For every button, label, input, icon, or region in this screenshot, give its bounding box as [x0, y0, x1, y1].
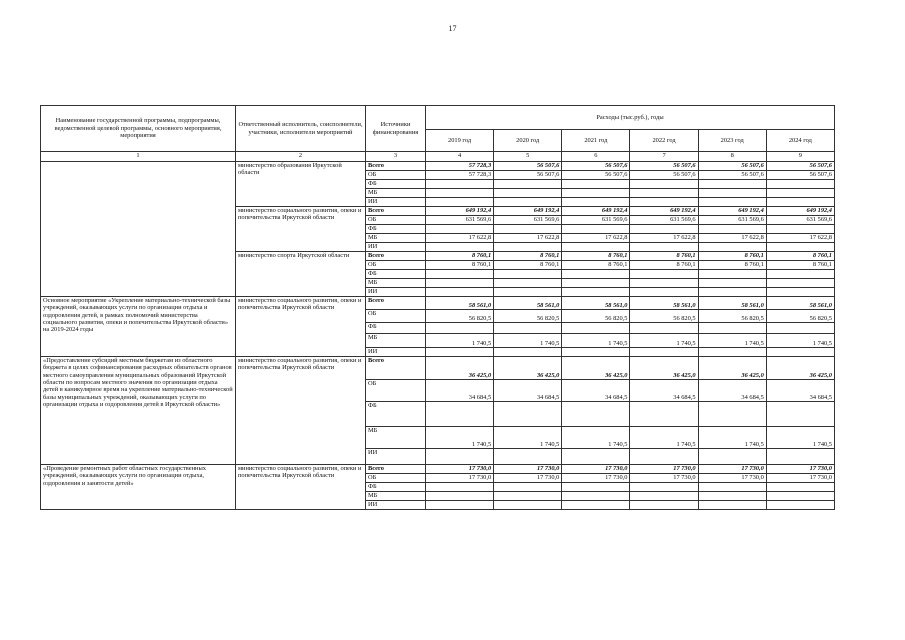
source-mb: МБ	[366, 279, 426, 288]
value-cell: 17 622,8	[698, 234, 766, 243]
source-mb: МБ	[366, 334, 426, 348]
source-ii: ИИ	[366, 198, 426, 207]
source-ob: ОБ	[366, 474, 426, 483]
source-total: Всего	[366, 357, 426, 380]
value-cell: 58 561,0	[426, 297, 494, 310]
event-name-cell: «Проведение ремонтных работ областных государственных учреждений, оказывающих услуги по организации отдыха, оздоровления и занятости детей»	[41, 465, 236, 510]
value-cell: 57 728,3	[426, 171, 494, 180]
value-cell: 34 684,5	[426, 380, 494, 402]
value-cell: 631 569,6	[766, 216, 834, 225]
value-cell: 8 760,1	[562, 261, 630, 270]
source-fb: ФБ	[366, 225, 426, 234]
value-cell: 17 730,0	[630, 474, 698, 483]
value-cell: 1 740,5	[630, 334, 698, 348]
value-cell: 8 760,1	[494, 252, 562, 261]
value-cell: 8 760,1	[698, 252, 766, 261]
source-mb: МБ	[366, 189, 426, 198]
value-cell: 36 425,0	[562, 357, 630, 380]
value-cell: 57 728,3	[426, 162, 494, 171]
source-mb: МБ	[366, 427, 426, 449]
value-cell: 1 740,5	[426, 427, 494, 449]
expenses-table	[40, 105, 835, 510]
source-fb: ФБ	[366, 323, 426, 334]
column-number: 1	[41, 152, 236, 162]
value-cell: 36 425,0	[698, 357, 766, 380]
value-cell: 56 507,6	[562, 171, 630, 180]
table-row	[41, 162, 835, 171]
value-cell: 17 622,8	[562, 234, 630, 243]
value-cell: 1 740,5	[630, 427, 698, 449]
value-cell: 56 507,6	[630, 171, 698, 180]
value-cell: 56 507,6	[494, 162, 562, 171]
source-ii: ИИ	[366, 288, 426, 297]
table-row	[41, 357, 835, 380]
value-cell: 34 684,5	[630, 380, 698, 402]
source-ob: ОБ	[366, 310, 426, 323]
source-total: Всего	[366, 252, 426, 261]
value-cell: 34 684,5	[766, 380, 834, 402]
value-cell: 1 740,5	[426, 334, 494, 348]
executor-cell: министерство спорта Иркутской области	[236, 252, 366, 297]
source-total: Всего	[366, 207, 426, 216]
header-executor: Ответственный исполнитель, соисполнители, участники, исполнители мероприятий	[236, 106, 366, 152]
header-expenses: Расходы (тыс.руб.), годы	[426, 106, 835, 130]
source-ob: ОБ	[366, 380, 426, 402]
value-cell: 17 622,8	[766, 234, 834, 243]
header-program-name: Наименование государственной программы, подпрограммы, ведомственной целевой программы, основного мероприятия, мероприятия	[41, 106, 236, 152]
program-name-cell	[41, 162, 236, 297]
source-fb: ФБ	[366, 180, 426, 189]
source-fb: ФБ	[366, 483, 426, 492]
value-cell: 34 684,5	[494, 380, 562, 402]
value-cell: 649 192,4	[494, 207, 562, 216]
value-cell: 36 425,0	[494, 357, 562, 380]
header-year: 2024 год	[766, 130, 834, 152]
value-cell: 649 192,4	[426, 207, 494, 216]
value-cell: 56 820,5	[562, 310, 630, 323]
value-cell: 17 622,8	[630, 234, 698, 243]
value-cell: 8 760,1	[562, 252, 630, 261]
value-cell: 17 730,0	[494, 465, 562, 474]
value-cell: 17 730,0	[698, 474, 766, 483]
column-number: 2	[236, 152, 366, 162]
column-number: 4	[426, 152, 494, 162]
value-cell: 17 730,0	[426, 474, 494, 483]
event-name-cell: Основное мероприятие «Укрепление материально-технической базы учреждений, оказывающих услуги по организации отдыха и оздоровления детей, в рамках полномочий министерства социального развития, опеки и попечительства Иркутской области» на 2019-2024 годы	[41, 297, 236, 357]
value-cell: 17 730,0	[562, 465, 630, 474]
value-cell: 17 730,0	[766, 474, 834, 483]
value-cell: 8 760,1	[630, 261, 698, 270]
value-cell: 8 760,1	[766, 261, 834, 270]
value-cell: 56 507,6	[698, 171, 766, 180]
table-row	[41, 297, 835, 310]
value-cell: 1 740,5	[766, 427, 834, 449]
source-mb: МБ	[366, 234, 426, 243]
value-cell: 8 760,1	[630, 252, 698, 261]
value-cell: 649 192,4	[698, 207, 766, 216]
value-cell: 631 569,6	[698, 216, 766, 225]
value-cell: 56 507,6	[630, 162, 698, 171]
source-total: Всего	[366, 297, 426, 310]
value-cell: 1 740,5	[562, 427, 630, 449]
value-cell: 36 425,0	[426, 357, 494, 380]
value-cell: 631 569,6	[426, 216, 494, 225]
header-year: 2023 год	[698, 130, 766, 152]
source-mb: МБ	[366, 492, 426, 501]
value-cell: 8 760,1	[766, 252, 834, 261]
source-fb: ФБ	[366, 402, 426, 427]
value-cell: 1 740,5	[766, 334, 834, 348]
source-ob: ОБ	[366, 216, 426, 225]
page-number: 17	[448, 24, 457, 33]
column-number: 5	[494, 152, 562, 162]
value-cell: 17 622,8	[494, 234, 562, 243]
value-cell: 17 730,0	[494, 474, 562, 483]
value-cell: 17 730,0	[766, 465, 834, 474]
value-cell: 649 192,4	[630, 207, 698, 216]
value-cell: 17 730,0	[630, 465, 698, 474]
value-cell: 17 730,0	[698, 465, 766, 474]
value-cell: 17 730,0	[426, 465, 494, 474]
value-cell: 17 730,0	[562, 474, 630, 483]
value-cell: 36 425,0	[766, 357, 834, 380]
value-cell: 1 740,5	[494, 427, 562, 449]
value-cell: 56 507,6	[562, 162, 630, 171]
source-ii: ИИ	[366, 348, 426, 357]
source-ob: ОБ	[366, 171, 426, 180]
value-cell: 8 760,1	[698, 261, 766, 270]
source-ii: ИИ	[366, 501, 426, 510]
header-year: 2019 год	[426, 130, 494, 152]
header-year: 2021 год	[562, 130, 630, 152]
value-cell: 56 507,6	[766, 162, 834, 171]
value-cell: 56 820,5	[630, 310, 698, 323]
value-cell: 58 561,0	[698, 297, 766, 310]
header-year: 2022 год	[630, 130, 698, 152]
value-cell: 8 760,1	[426, 261, 494, 270]
source-fb: ФБ	[366, 270, 426, 279]
executor-cell: министерство социального развития, опеки и попечительства Иркутской области	[236, 297, 366, 357]
value-cell: 56 820,5	[698, 310, 766, 323]
value-cell: 56 507,6	[698, 162, 766, 171]
header-sources: Источники финансирования	[366, 106, 426, 152]
value-cell: 8 760,1	[426, 252, 494, 261]
value-cell: 58 561,0	[562, 297, 630, 310]
value-cell: 34 684,5	[698, 380, 766, 402]
value-cell: 17 622,8	[426, 234, 494, 243]
value-cell: 58 561,0	[630, 297, 698, 310]
column-number: 7	[630, 152, 698, 162]
executor-cell: министерство образования Иркутской области	[236, 162, 366, 207]
value-cell: 631 569,6	[630, 216, 698, 225]
executor-cell: министерство социального развития, опеки и попечительства Иркутской области	[236, 465, 366, 510]
value-cell: 1 740,5	[494, 334, 562, 348]
value-cell: 56 507,6	[766, 171, 834, 180]
value-cell: 631 569,6	[562, 216, 630, 225]
value-cell: 1 740,5	[698, 427, 766, 449]
executor-cell: министерство социального развития, опеки и попечительства Иркутской области	[236, 357, 366, 465]
table-row	[41, 465, 835, 474]
executor-cell: министерство социального развития, опеки и попечительства Иркутской области	[236, 207, 366, 252]
column-number: 9	[766, 152, 834, 162]
value-cell: 56 820,5	[494, 310, 562, 323]
value-cell: 649 192,4	[562, 207, 630, 216]
value-cell: 36 425,0	[630, 357, 698, 380]
value-cell: 34 684,5	[562, 380, 630, 402]
column-number: 8	[698, 152, 766, 162]
value-cell: 58 561,0	[766, 297, 834, 310]
source-total: Всего	[366, 465, 426, 474]
value-cell: 8 760,1	[494, 261, 562, 270]
value-cell: 631 569,6	[494, 216, 562, 225]
source-ii: ИИ	[366, 449, 426, 465]
value-cell: 1 740,5	[562, 334, 630, 348]
value-cell: 56 820,5	[426, 310, 494, 323]
value-cell: 649 192,4	[766, 207, 834, 216]
header-year: 2020 год	[494, 130, 562, 152]
column-number: 3	[366, 152, 426, 162]
value-cell: 56 507,6	[494, 171, 562, 180]
source-total: Всего	[366, 162, 426, 171]
column-number: 6	[562, 152, 630, 162]
value-cell: 56 820,5	[766, 310, 834, 323]
value-cell: 58 561,0	[494, 297, 562, 310]
source-ii: ИИ	[366, 243, 426, 252]
source-ob: ОБ	[366, 261, 426, 270]
event-name-cell: «Предоставление субсидий местным бюджетам из областного бюджета в целях софинансирования расходных обязательств органов местного самоуправления муниципальных образований Иркутской области по вопросам местного значения по организации отдыха детей в каникулярное время на укрепление материально-технической базы муниципальных учреждений, оказывающих услуги по организации отдыха и оздоровления детей в Иркутской области»	[41, 357, 236, 465]
value-cell: 1 740,5	[698, 334, 766, 348]
